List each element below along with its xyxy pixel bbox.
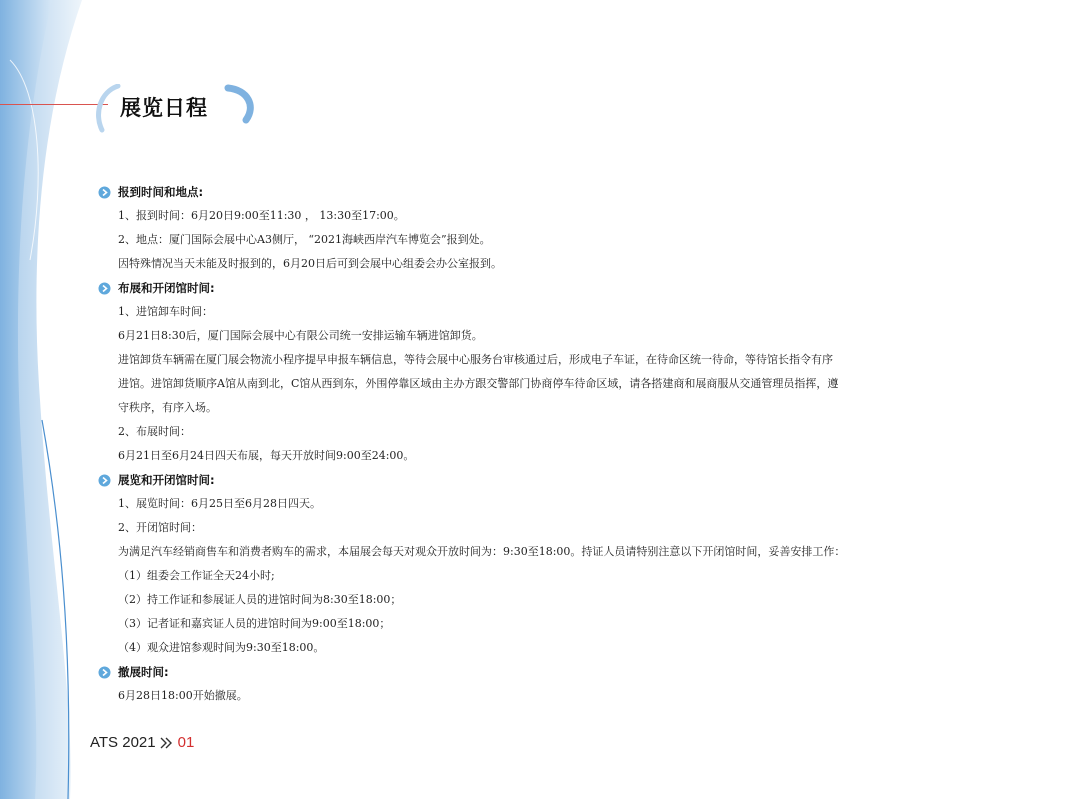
page-number: 01 xyxy=(177,734,195,751)
text-line: 6月21日8:30后，厦门国际会展中心有限公司统一安排运输车辆进馆卸货。 xyxy=(118,329,483,342)
text-line: 为满足汽车经销商售车和消费者购车的需求，本届展会每天对观众开放时间为：9:30至18:00。持证人员请特别注意以下开闭馆时间，妥善安排工作： xyxy=(118,545,846,558)
text-line: 进馆。进馆卸货顺序A馆从南到北，C馆从西到东，外围停靠区域由主办方跟交警部门协商停车待命区域，请各搭建商和展商服从交通管理员指挥，遵 xyxy=(118,377,839,390)
text-line: （4）观众进馆参观时间为9:30至18:00。 xyxy=(118,641,325,654)
section-title: 展览和开闭馆时间: xyxy=(118,473,215,487)
section-title: 布展和开闭馆时间: xyxy=(118,281,215,295)
section-heading xyxy=(98,180,928,204)
double-chevron-right-icon xyxy=(159,736,175,750)
text-line: （2）持工作证和参展证人员的进馆时间为8:30至18:00； xyxy=(118,593,402,606)
section-heading xyxy=(98,468,928,492)
section-heading xyxy=(98,276,928,300)
text-line: 6月28日18:00开始撤展。 xyxy=(118,689,248,702)
section-heading xyxy=(98,660,928,684)
section-title: 报到时间和地点: xyxy=(118,185,204,199)
arrow-bullet-icon xyxy=(98,666,111,679)
title-right-arc-icon xyxy=(222,84,256,124)
text-line: 进馆卸货车辆需在厦门展会物流小程序提早申报车辆信息，等待会展中心服务台审核通过后，形成电子车证，在待命区统一待命，等待馆长指令有序 xyxy=(118,353,833,366)
section-title: 撤展时间: xyxy=(118,665,169,679)
text-line: （3）记者证和嘉宾证人员的进馆时间为9:00至18:00； xyxy=(118,617,391,630)
title-left-arc-icon xyxy=(92,84,122,136)
schedule-content xyxy=(98,180,928,708)
text-line: 因特殊情况当天未能及时报到的，6月20日后可到会展中心组委会办公室报到。 xyxy=(118,257,502,270)
arrow-bullet-icon xyxy=(98,282,111,295)
arrow-bullet-icon xyxy=(98,474,111,487)
text-line: 1、报到时间：6月20日9:00至11:30 ， 13:30至17:00。 xyxy=(118,209,405,222)
text-line: 1、进馆卸车时间： xyxy=(118,305,213,318)
text-line: （1）组委会工作证全天24小时; xyxy=(118,569,275,582)
text-line: 2、开闭馆时间： xyxy=(118,521,202,534)
footer-brand: ATS 2021 xyxy=(90,734,156,751)
text-line: 守秩序，有序入场。 xyxy=(118,401,217,414)
text-line: 2、布展时间： xyxy=(118,425,191,438)
arrow-bullet-icon xyxy=(98,186,111,199)
page-footer xyxy=(90,734,194,751)
text-line: 1、展览时间：6月25日至6月28日四天。 xyxy=(118,497,321,510)
text-line: 2、地点：厦门国际会展中心A3侧厅， “2021海峡西岸汽车博览会”报到处。 xyxy=(118,233,491,246)
page-title: 展览日程 xyxy=(120,96,208,120)
text-line: 6月21日至6月24日四天布展，每天开放时间9:00至24:00。 xyxy=(118,449,415,462)
